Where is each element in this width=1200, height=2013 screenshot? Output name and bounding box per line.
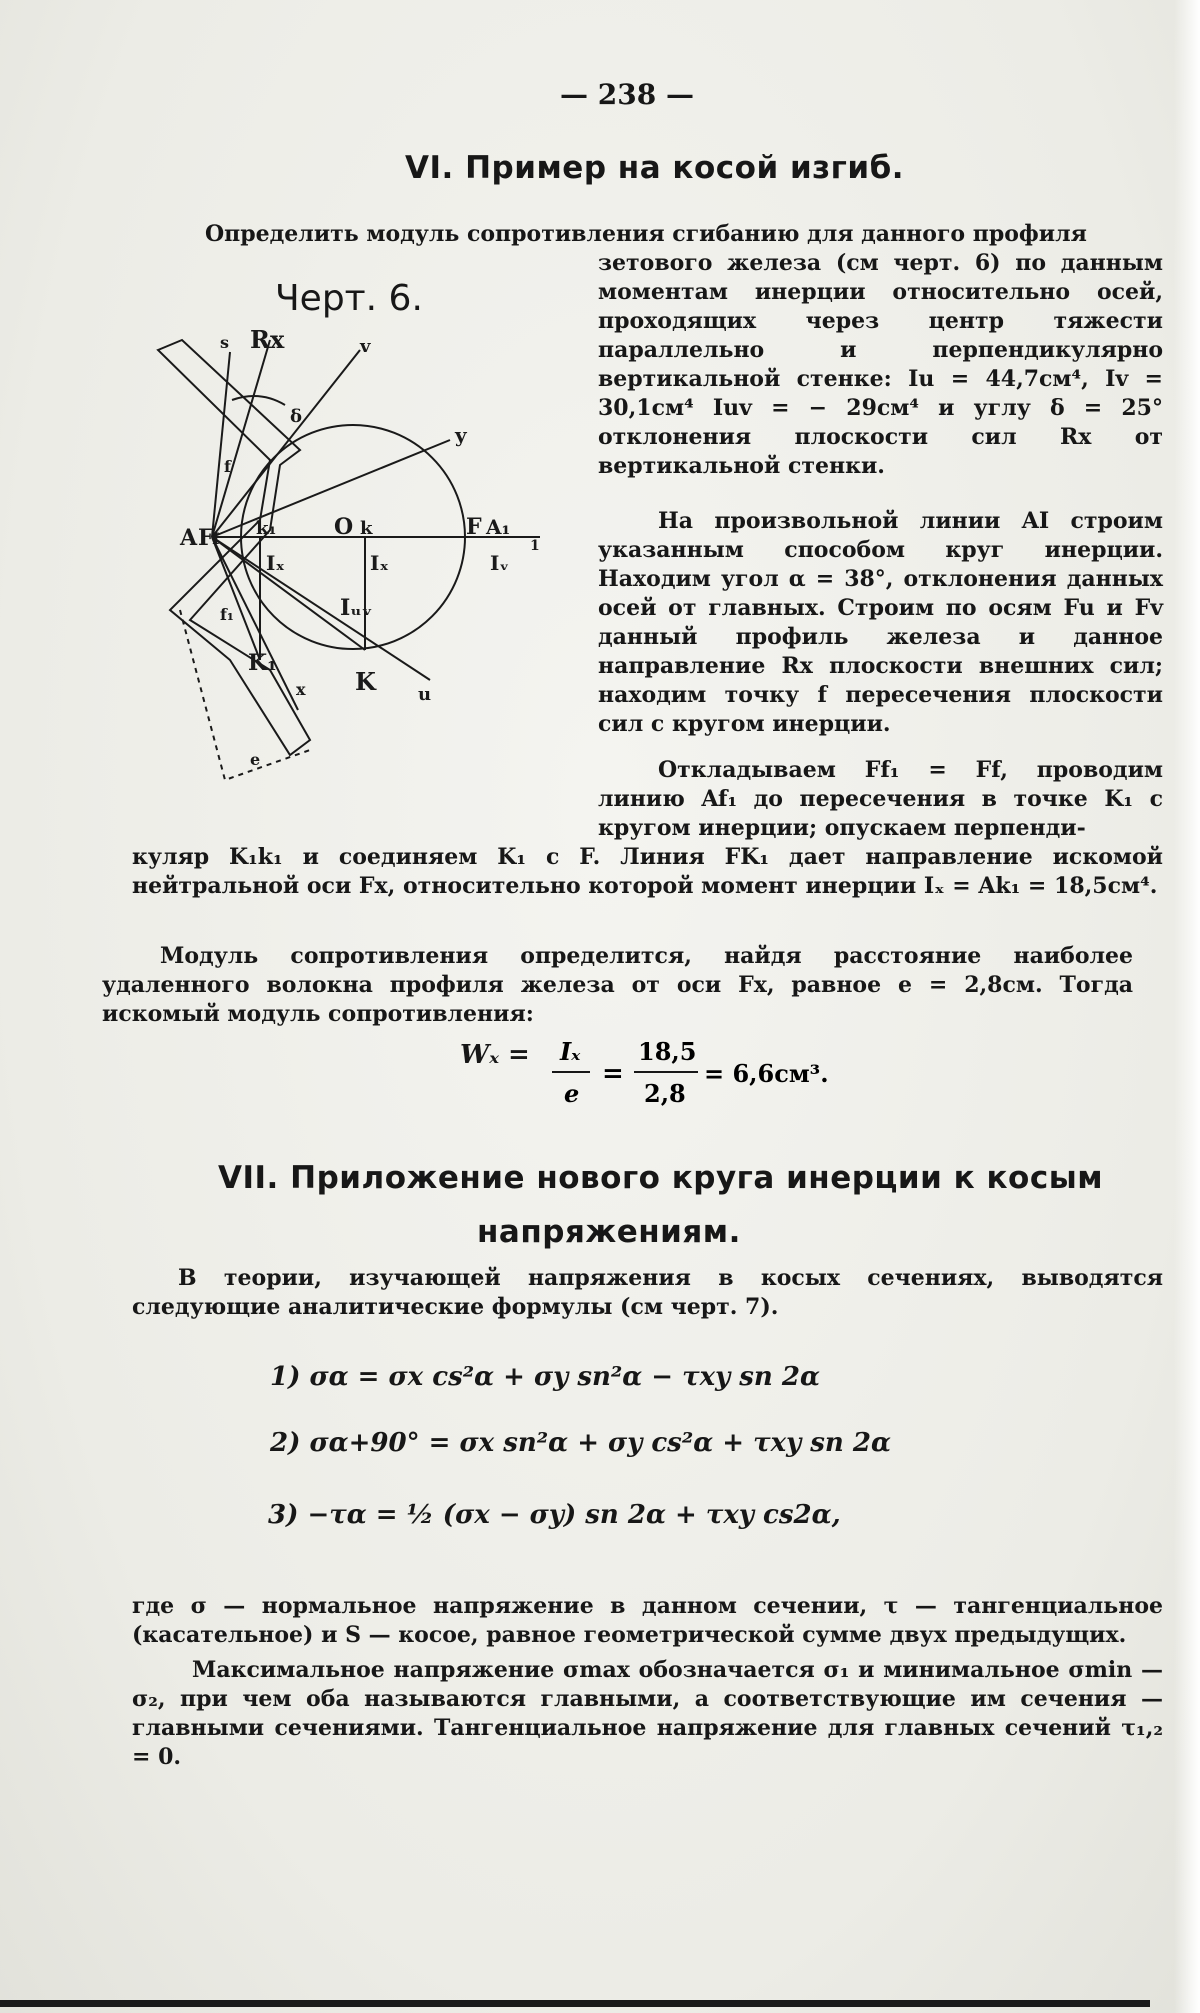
line-to-y — [212, 440, 450, 537]
label-s: s — [220, 333, 230, 352]
label-F-right: F — [466, 514, 482, 540]
section-modulus-formula-lhs: Wₓ = — [460, 1040, 530, 1070]
label-O: O — [334, 514, 354, 540]
formula-result: = 6,6см³. — [704, 1059, 829, 1088]
label-A: A — [180, 525, 198, 551]
section-7-paragraph-1: В теории, изучающей напряжения в косых сечениях, выводятся следующие аналитические формулы (см черт. 7). — [132, 1265, 1163, 1320]
line-to-v — [212, 350, 360, 537]
section-7-paragraph-3: Максимальное напряжение σmax обозначается σ₁ и минимальное σmin — σ₂, при чем оба называются главными, а соответствующие им сечения — главными сечениями. Тангенциальное напряжение для главных сечений τ₁,₂ = 0. — [132, 1657, 1163, 1770]
label-y: y — [455, 423, 467, 447]
label-Iuv: Iᵤᵥ — [340, 595, 373, 621]
delta-arc — [232, 396, 285, 405]
equals-sign: = — [602, 1059, 624, 1089]
section-7-title-line-2: напряжениям. — [477, 1214, 741, 1250]
section-6-paragraph-1-first-line: Определить модуль сопротивления сгибанию для данного профиля — [205, 221, 1087, 247]
label-e: e — [250, 750, 261, 769]
section-7-title-line-1: VII. Приложение нового круга инерции к косым — [218, 1160, 1104, 1196]
label-delta: δ — [290, 406, 303, 427]
figure-6-diagram — [120, 330, 580, 800]
frac1-den: e — [564, 1079, 580, 1108]
label-A1: A₁ — [486, 515, 511, 539]
label-k1: k₁ — [256, 518, 277, 539]
label-x: x — [296, 680, 306, 699]
section-6-paragraph-3-continued: куляр K₁k₁ и соединяем K₁ с F. Линия FK₁ дает направление искомой нейтральной оси Fx, относительно которой момент инерции Iₓ = Ak₁ = 18,5см⁴. — [132, 844, 1163, 899]
section-7-paragraph-2: где σ — нормальное напряжение в данном сечении, τ — тангенциальное (касательное) и S — косое, равное геометрической сумме двух предыдущих. — [132, 1593, 1163, 1648]
frac1-num: Iₓ — [560, 1037, 581, 1066]
label-F-left: F — [198, 525, 214, 551]
label-Iv: Iᵥ — [490, 551, 510, 575]
section-6-paragraph-4: Модуль сопротивления определится, найдя расстояние наиболее удаленного волокна профиля железа от оси Fx, равное e = 2,8см. Тогда искомый модуль сопротивления: — [102, 943, 1133, 1027]
label-one: 1 — [530, 538, 540, 554]
section-6-paragraph-3: Откладываем Ff₁ = Ff, проводим линию Af₁ до пересечения в точке K₁ с кругом инерции; опускаем перпенди- — [598, 757, 1163, 841]
label-K1: K₁ — [248, 650, 277, 676]
label-Rx: Rx — [250, 330, 285, 354]
page-edge — [1174, 0, 1200, 2013]
section-6-title: VI. Пример на косой изгиб. — [405, 150, 905, 186]
label-v: v — [360, 336, 371, 357]
figure-caption: Черт. 6. — [275, 278, 423, 319]
label-I-left: I — [212, 529, 220, 548]
label-Ix-1: Iₓ — [266, 551, 285, 575]
section-6-paragraph-2: На произвольной линии AI строим указанным способом круг инерции. Находим угол α = 38°, отклонения данных осей от главных. Строим по осям Fu и Fv данный профиль железа и данное направление Rx плоскости внешних сил; находим точку f пересечения плоскости сил с кругом инерции. — [598, 508, 1163, 737]
frac2-den: 2,8 — [644, 1079, 686, 1108]
equation-3: 3) −τα = ½ (σx − σy) sn 2α + τxy cs2α, — [268, 1500, 841, 1530]
label-u: u — [418, 684, 432, 705]
equation-2: 2) σα+90° = σx sn²α + σy cs²α + τxy sn 2α — [270, 1428, 891, 1458]
bottom-rule — [0, 2000, 1150, 2007]
label-Ix-2: Iₓ — [370, 551, 389, 575]
section-6-paragraph-1: зетового железа (см черт. 6) по данным моментам инерции относительно осей, проходящих через центр тяжести параллельно и перпендикулярно вертикальной стенке: Iu = 44,7см⁴, Iv = 30,1см⁴ Iuv = − 29см⁴ и углу δ = 25° отклонения плоскости сил Rx от вертикальной стенки. — [598, 250, 1163, 479]
page-number: — 238 — — [560, 78, 694, 111]
section-modulus-fraction — [540, 1030, 880, 1110]
frac2-num: 18,5 — [638, 1037, 697, 1066]
label-K: K — [355, 667, 376, 696]
label-k: k — [360, 518, 373, 539]
equation-1: 1) σα = σx cs²α + σy sn²α − τxy sn 2α — [270, 1362, 820, 1392]
label-f: f — [224, 457, 231, 476]
label-f1: f₁ — [220, 605, 234, 624]
